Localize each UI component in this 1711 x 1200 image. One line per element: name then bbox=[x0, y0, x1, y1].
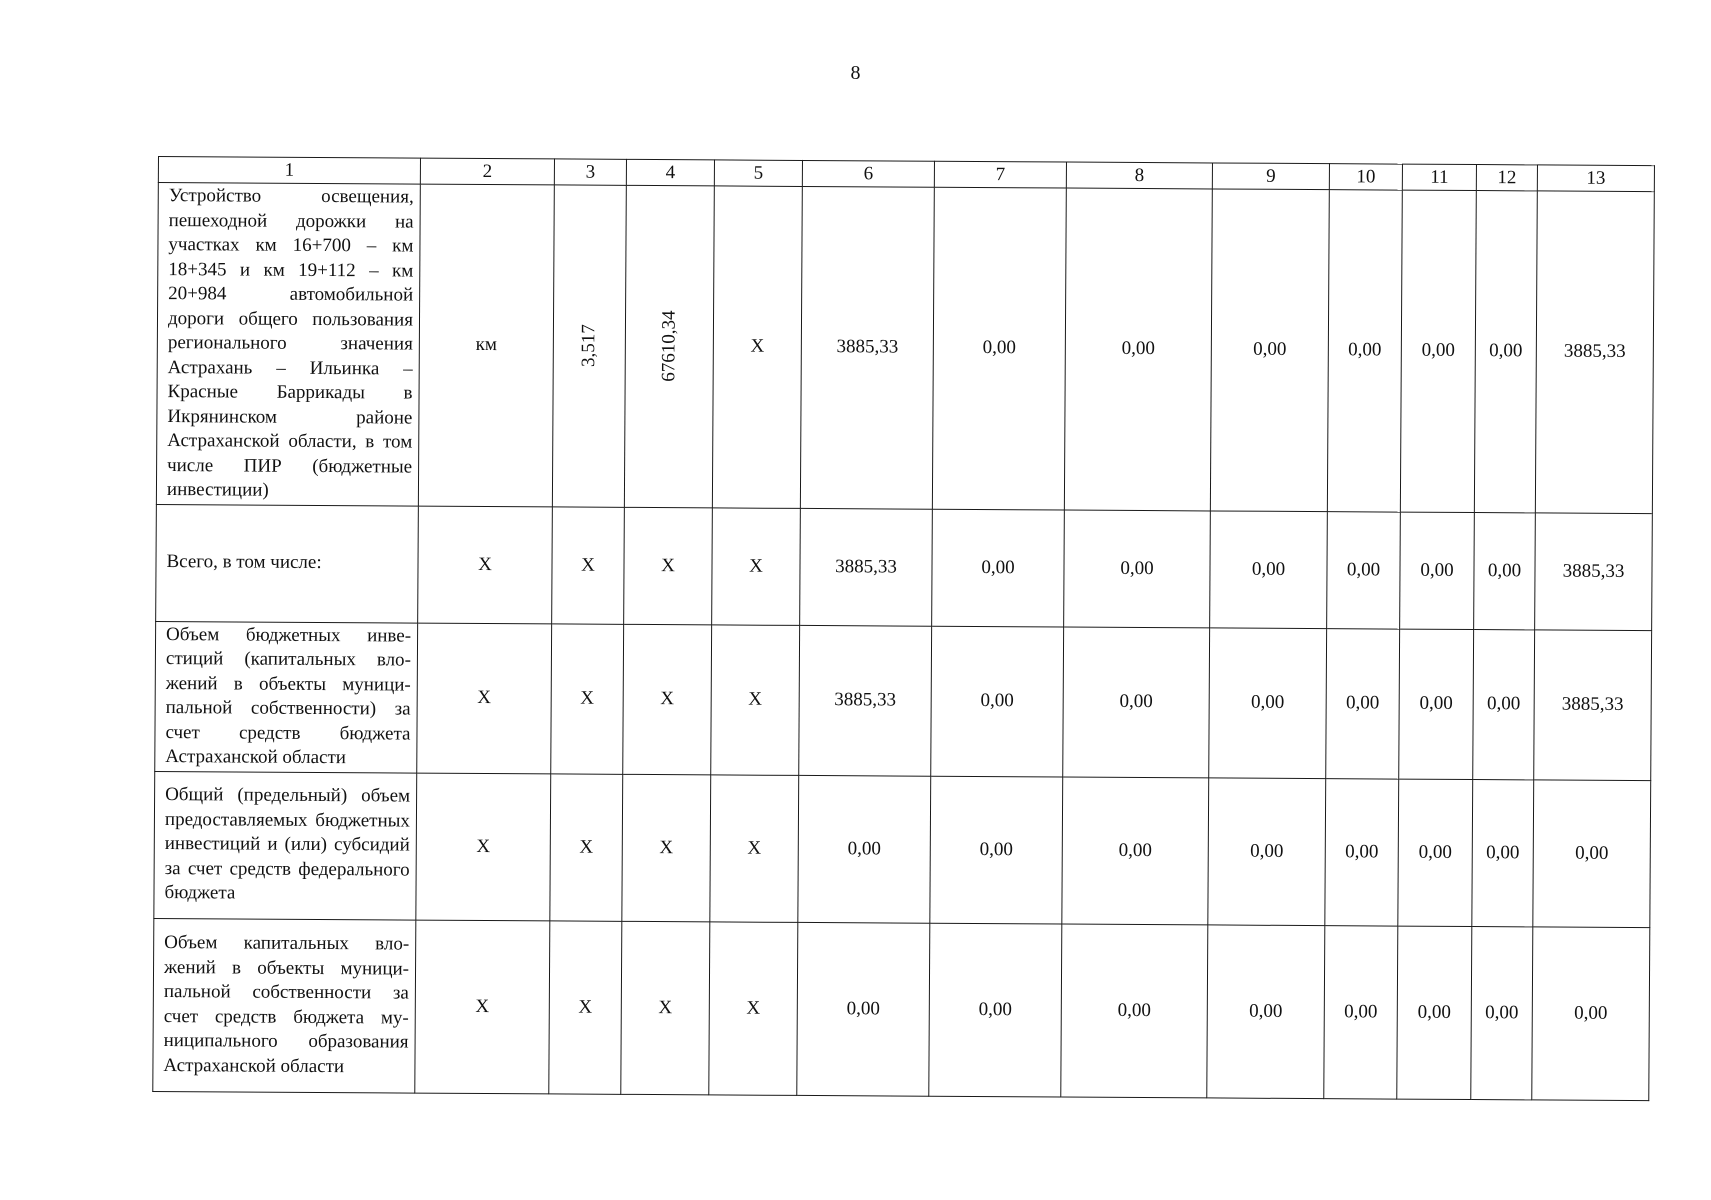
table-cell: 3885,33 bbox=[799, 625, 932, 776]
table-cell: 0,00 bbox=[1210, 510, 1328, 628]
table-cell bbox=[624, 185, 714, 507]
header-cell: 11 bbox=[1402, 164, 1476, 190]
table-cell: X bbox=[551, 623, 624, 773]
table-row bbox=[153, 918, 1650, 1100]
header-cell: 7 bbox=[934, 161, 1066, 188]
table-cell: 0,00 bbox=[1325, 778, 1399, 925]
header-cell: 8 bbox=[1066, 162, 1212, 189]
table-cell: 3885,33 bbox=[800, 508, 933, 626]
table-cell: 0,00 bbox=[1062, 777, 1209, 925]
header-cell: 4 bbox=[626, 159, 714, 186]
table-cell: X bbox=[550, 773, 623, 920]
table-cell bbox=[552, 185, 626, 507]
table-cell: 3885,33 bbox=[1535, 191, 1654, 513]
table-cell: 0,00 bbox=[1399, 629, 1474, 779]
header-cell: 6 bbox=[802, 160, 934, 187]
row-label: Всего, в том числе: bbox=[156, 504, 419, 623]
row-label: Объем капитальных вложений в объекты муниципальной собственности за счет средств бюджета муниципального образования Астраханской области bbox=[153, 918, 416, 1093]
table-cell: X bbox=[418, 506, 553, 624]
table-cell: X bbox=[623, 624, 712, 775]
table-cell: 0,00 bbox=[1533, 779, 1651, 927]
table-cell: 0,00 bbox=[797, 922, 930, 1096]
row-label: Объем бюджетных инвестиций (капитальных вложений в объекты муниципальной собственности) за счет средств бюджета Астраханской области bbox=[155, 621, 418, 773]
header-cell: 5 bbox=[714, 160, 802, 187]
table-cell: 0,00 bbox=[1064, 188, 1212, 510]
table-cell: 0,00 bbox=[1472, 779, 1534, 926]
table-cell: 0,00 bbox=[1474, 191, 1537, 513]
table-row bbox=[155, 621, 1652, 780]
table-cell: 0,00 bbox=[1400, 190, 1476, 512]
vertical-value: 67610,34 bbox=[658, 310, 680, 383]
table-cell: 0,00 bbox=[931, 626, 1064, 777]
vertical-value: 3,517 bbox=[578, 324, 600, 368]
table-cell: 0,00 bbox=[1473, 629, 1535, 779]
table-cell: 0,00 bbox=[1324, 925, 1398, 1098]
table-cell: X bbox=[552, 506, 625, 623]
table-cell: X bbox=[711, 624, 800, 775]
table-cell: 0,00 bbox=[1207, 924, 1325, 1098]
table-cell: 0,00 bbox=[1397, 926, 1472, 1099]
header-cell: 3 bbox=[554, 159, 626, 185]
table-cell: 0,00 bbox=[1061, 924, 1208, 1098]
header-cell: 1 bbox=[158, 157, 420, 185]
table-cell: 0,00 bbox=[930, 776, 1063, 924]
table-cell: 0,00 bbox=[1208, 777, 1326, 925]
table-cell: км bbox=[418, 184, 554, 506]
table-cell: X bbox=[712, 186, 802, 508]
table-cell: 0,00 bbox=[1398, 779, 1473, 926]
table-cell: X bbox=[712, 507, 801, 625]
table-cell: 0,00 bbox=[1064, 510, 1211, 628]
table-row bbox=[156, 504, 1653, 630]
row-label: Устройство освещения, пешеходной дорожки на участках км 16+700 – км 18+345 и км 19+112 – км 20+984 автомобильной дороги общего пользования регионального значения Астрахань – Ильинка – Красные Баррикады в Икрянинском районе Астраханской области, в том числе ПИР (бюджетные инвестиции) bbox=[156, 183, 420, 506]
header-cell: 2 bbox=[420, 158, 554, 185]
table-cell: 0,00 bbox=[1474, 512, 1536, 629]
header-cell: 12 bbox=[1476, 165, 1537, 191]
table-cell: 0,00 bbox=[932, 509, 1065, 627]
table-cell: 3885,33 bbox=[800, 186, 934, 508]
header-cell: 10 bbox=[1329, 164, 1402, 190]
table-cell: X bbox=[415, 920, 550, 1094]
table-cell: 0,00 bbox=[1209, 627, 1327, 778]
table-cell: X bbox=[417, 623, 552, 774]
budget-table bbox=[152, 156, 1655, 1101]
table-row bbox=[154, 771, 1651, 927]
table-cell: X bbox=[621, 921, 710, 1095]
table-cell: 0,00 bbox=[1532, 926, 1650, 1100]
table-cell: X bbox=[622, 774, 711, 922]
table-cell: X bbox=[709, 921, 798, 1095]
header-cell: 9 bbox=[1212, 163, 1329, 190]
table-cell: 0,00 bbox=[1327, 190, 1402, 512]
table-cell: 0,00 bbox=[1327, 511, 1401, 628]
table-cell: X bbox=[416, 773, 551, 921]
table-cell: X bbox=[549, 920, 622, 1093]
table-cell: 0,00 bbox=[1400, 512, 1475, 629]
table-row bbox=[156, 183, 1654, 514]
table-cell: 0,00 bbox=[1326, 628, 1400, 778]
table-cell: 0,00 bbox=[1210, 189, 1329, 511]
table-cell: 3885,33 bbox=[1535, 512, 1653, 630]
header-cell: 13 bbox=[1537, 165, 1654, 192]
table-cell: X bbox=[624, 507, 713, 625]
table-cell: 0,00 bbox=[1471, 926, 1533, 1099]
table-cell: 3885,33 bbox=[1534, 629, 1652, 780]
table-cell: 0,00 bbox=[798, 775, 931, 923]
table-cell: X bbox=[710, 774, 799, 922]
page-number: 8 bbox=[850, 62, 861, 84]
row-label: Общий (предельный) объем предоставляемых бюджетных инвестиций и (или) субсидий за счет средств федерального бюджета bbox=[154, 771, 417, 920]
table-cell: 0,00 bbox=[929, 923, 1062, 1097]
table-cell: 0,00 bbox=[1063, 627, 1210, 778]
table-cell: 0,00 bbox=[932, 187, 1066, 509]
